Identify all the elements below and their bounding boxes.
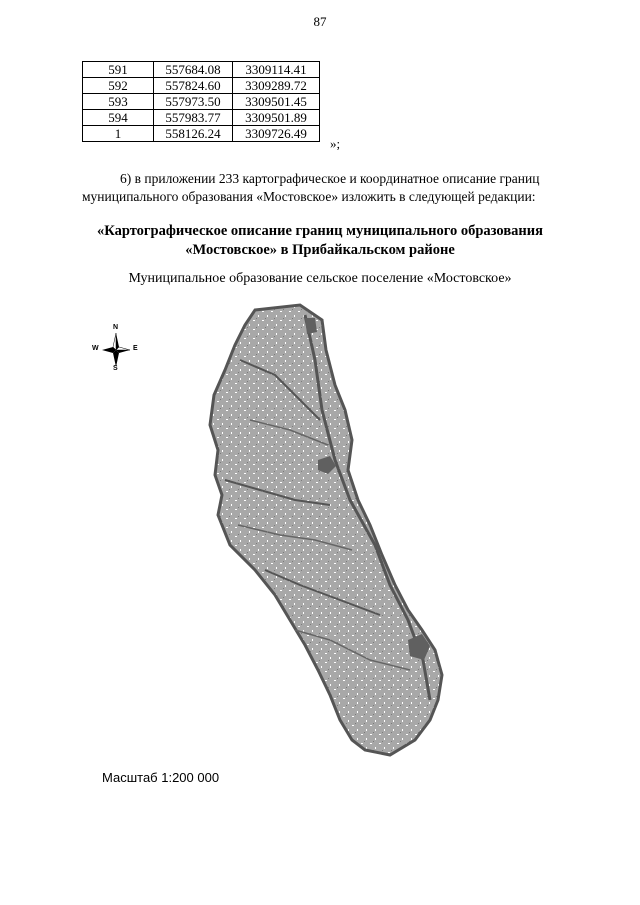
municipality-map — [90, 300, 490, 770]
compass-west-label: W — [92, 345, 99, 352]
page-number: 87 — [313, 14, 327, 29]
heading-line-2: «Мостовское» в Прибайкальском районе — [185, 242, 455, 258]
coordinates-table — [82, 61, 320, 142]
heading-line-1: «Картографическое описание границ муниципального образования — [97, 223, 543, 239]
x-coordinate: 558126.24 — [154, 126, 233, 142]
y-coordinate: 3309501.89 — [233, 110, 320, 126]
paragraph-line-1: 6) в приложении 233 картографическое и координатное описание границ — [120, 171, 540, 186]
paragraph-line-2: муниципального образования «Мостовское» изложить в следующей редакции: — [82, 189, 536, 204]
table-row — [83, 78, 320, 94]
y-coordinate: 3309114.41 — [233, 62, 320, 78]
y-coordinate: 3309726.49 — [233, 126, 320, 142]
x-coordinate: 557684.08 — [154, 62, 233, 78]
compass-east-label: E — [133, 345, 138, 352]
table-row — [83, 94, 320, 110]
amendment-paragraph — [82, 170, 562, 206]
settlement-block — [305, 318, 317, 334]
section-heading — [70, 222, 570, 260]
y-coordinate: 3309501.45 — [233, 94, 320, 110]
compass-north-label: N — [113, 324, 119, 331]
municipality-subheading: Муниципальное образование сельское поселение «Мостовское» — [128, 271, 512, 286]
map-scale: Масштаб 1:200 000 — [102, 770, 220, 785]
point-number: 594 — [83, 110, 154, 126]
point-number: 593 — [83, 94, 154, 110]
point-number: 592 — [83, 78, 154, 94]
point-number: 591 — [83, 62, 154, 78]
table-closing-quote: »; — [330, 136, 341, 151]
x-coordinate: 557824.60 — [154, 78, 233, 94]
table-row — [83, 126, 320, 142]
point-number: 1 — [83, 126, 154, 142]
compass-south-label: S — [113, 365, 118, 372]
x-coordinate: 557983.77 — [154, 110, 233, 126]
x-coordinate: 557973.50 — [154, 94, 233, 110]
table-row — [83, 110, 320, 126]
table-row — [83, 62, 320, 78]
y-coordinate: 3309289.72 — [233, 78, 320, 94]
territory-area — [210, 305, 442, 755]
